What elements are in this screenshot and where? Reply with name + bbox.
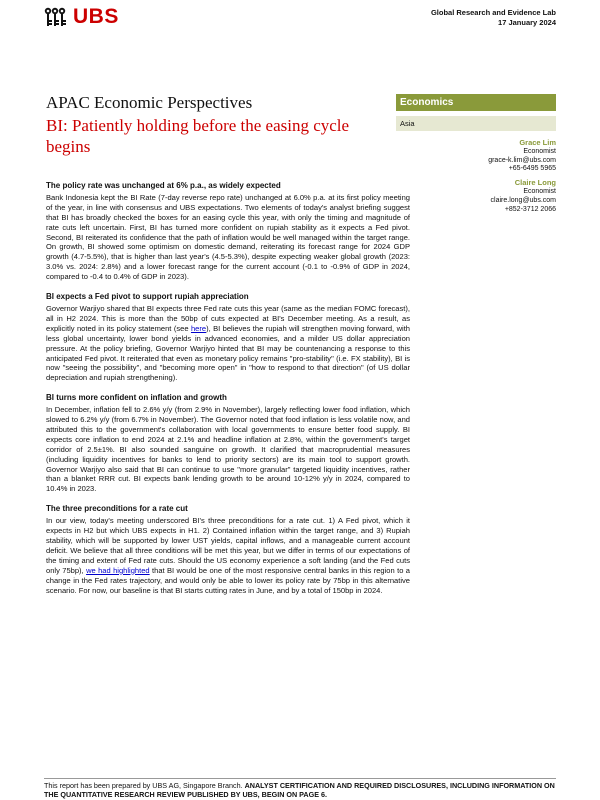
- text-run: In our view, today's meeting underscored BI's three preconditions for a rate cut. 1) A Fed pivot, which it expects in H2 but which UBS expects in H1. 2) Contained inflation within the target range, and 3) Rupiah stability, which will be supported by lower UST yields, capital inflows, and a manageable current account deficit. We believe that all three conditions will be met this year, but we differ in terms of our expectations of the timing and extent of Fed rate cuts. Should the US economy experience a soft landing (and the Fed cuts only 75bp),: [46, 516, 410, 575]
- section-bar: Economics: [396, 94, 556, 111]
- text-run: Governor Warjiyo shared that BI expects three Fed rate cuts this year (same as the median FOMC forecast), all in H2 2024. This is more than the 50bp of cuts expected at BI's December meeting. As a result, as explicitly noted in its policy statement (see: [46, 303, 410, 333]
- footer-disclosure: ANALYST CERTIFICATION AND REQUIRED DISCLOSURES, INCLUDING INFORMATION ON THE QUANTITATIVE RESEARCH REVIEW PUBLISHED BY UBS, BEGIN ON PAGE 6.: [44, 781, 555, 799]
- author-card: [396, 139, 556, 174]
- ubs-logo: [42, 6, 119, 28]
- footer-disclaimer: [44, 778, 556, 799]
- keys-icon: [42, 6, 68, 28]
- text-run: ), BI believes the rupiah will strengthen moving forward, with less global uncertainty, lower bond yields in advanced economies, and a milder US dollar appreciation pressure. At the policy briefing, Governor Warjiyo hinted that BI may be countenancing a response to this anticipated Fed pivot. It reiterated that even as monetary policy remains "pro-stability" (i.e. FX stability), BI is now "seeing the possibility", and "becoming more open" in "how to respond to that direction" (of US dollar depreciation and rupiah strengthening).: [46, 323, 410, 383]
- section-heading: BI expects a Fed pivot to support rupiah appreciation: [46, 292, 249, 302]
- series-title: APAC Economic Perspectives: [46, 93, 253, 112]
- highlighted-report-link[interactable]: we had highlighted: [86, 565, 150, 575]
- author-list: [396, 139, 556, 214]
- author-email[interactable]: claire.long@ubs.com: [490, 196, 556, 204]
- author-role: Economist: [523, 187, 556, 195]
- author-role: Economist: [523, 147, 556, 155]
- header-lab-name: Global Research and Evidence Lab: [430, 8, 556, 17]
- region-bar: Asia: [396, 116, 556, 131]
- author-card: [396, 179, 556, 214]
- logo-text: UBS: [73, 5, 119, 28]
- footer-text: This report has been prepared by UBS AG, Singapore Branch.: [44, 781, 243, 790]
- section-text: In December, inflation fell to 2.6% y/y (from 2.9% in November), largely reflecting lower food inflation, which slowed to 6.2% y/y (from 6.7% in November). The Governor noted that food inflation is less volatile now, and attributed this to the government's collaboration with local governments to ensure better food supply. BI expects core inflation to end 2024 at 2.1% and headline inflation at 2.8%, within the government's target corridor of 2.5±1%. BI also sounded sanguine on growth. It clarified that macroprudential measures (including liquidity incentives for banks to lend to priority sectors) are its main tool to support growth. Governor Warjiyo also said that BI can continue to use "more granular" targeted liquidity incentives, rather than a blanket RRR cut. BI expects bank lending growth to be around 10-12% y/y in 2024, compared to 10.4% in 2023.: [46, 405, 410, 494]
- author-phone: +852-3712 2066: [504, 205, 556, 213]
- section-heading: The three preconditions for a rate cut: [46, 504, 188, 514]
- author-name: Grace Lim: [519, 138, 556, 147]
- text-run: that BI would be one of the most responsive central banks in this region to a change in the Fed rates trajectory, and would only be able to lower its policy rate by 75bp in this alternative scenario. For now, our baseline is that BI starts cutting rates in June, and by a total of 150bp in 2024.: [46, 565, 410, 595]
- section-heading: BI turns more confident on inflation and growth: [46, 393, 227, 403]
- report-title: BI: Patiently holding before the easing cycle begins: [46, 116, 350, 156]
- header-date: 17 January 2024: [498, 18, 556, 27]
- report-body: [46, 181, 410, 605]
- section-text: [46, 304, 410, 383]
- author-name: Claire Long: [514, 178, 556, 188]
- header-info: [431, 8, 556, 28]
- sidebar: [396, 94, 556, 219]
- author-phone: +65-6495 5965: [508, 165, 556, 173]
- section-text: Bank Indonesia kept the BI Rate (7-day reverse repo rate) unchanged at 6.0% p.a. at its first policy meeting of the year, in line with consensus and UBS expectations. Two elements of today's analyst briefing suggest that BI has broadly checked the boxes for an easing cycle this year, with only the timing and magnitude of rate cuts left uncertain. First, BI has turned more confident on rupiah stability as it expects a Fed pivot. Second, BI reiterated its confidence that the path of inflation would be well managed within the target range. On growth, BI showed some optimism on domestic demand, reiterating its forecast range for 2024 GDP growth (4.7-5.5%), that is higher than last year's (4.5-5.3%), despite expecting weaker global growth (2023: 3.0% vs. 2024: 2.8%) and a lower forecast range for the current account (-0.1 to -0.9% of GDP in 2024, compared to -0.4 to 0.4% of GDP in 2023).: [46, 192, 410, 282]
- section-heading: The policy rate was unchanged at 6% p.a., as widely expected: [46, 181, 281, 190]
- policy-statement-link[interactable]: here: [190, 323, 207, 333]
- section-text: [46, 516, 410, 595]
- author-email[interactable]: grace-k.lim@ubs.com: [488, 156, 556, 164]
